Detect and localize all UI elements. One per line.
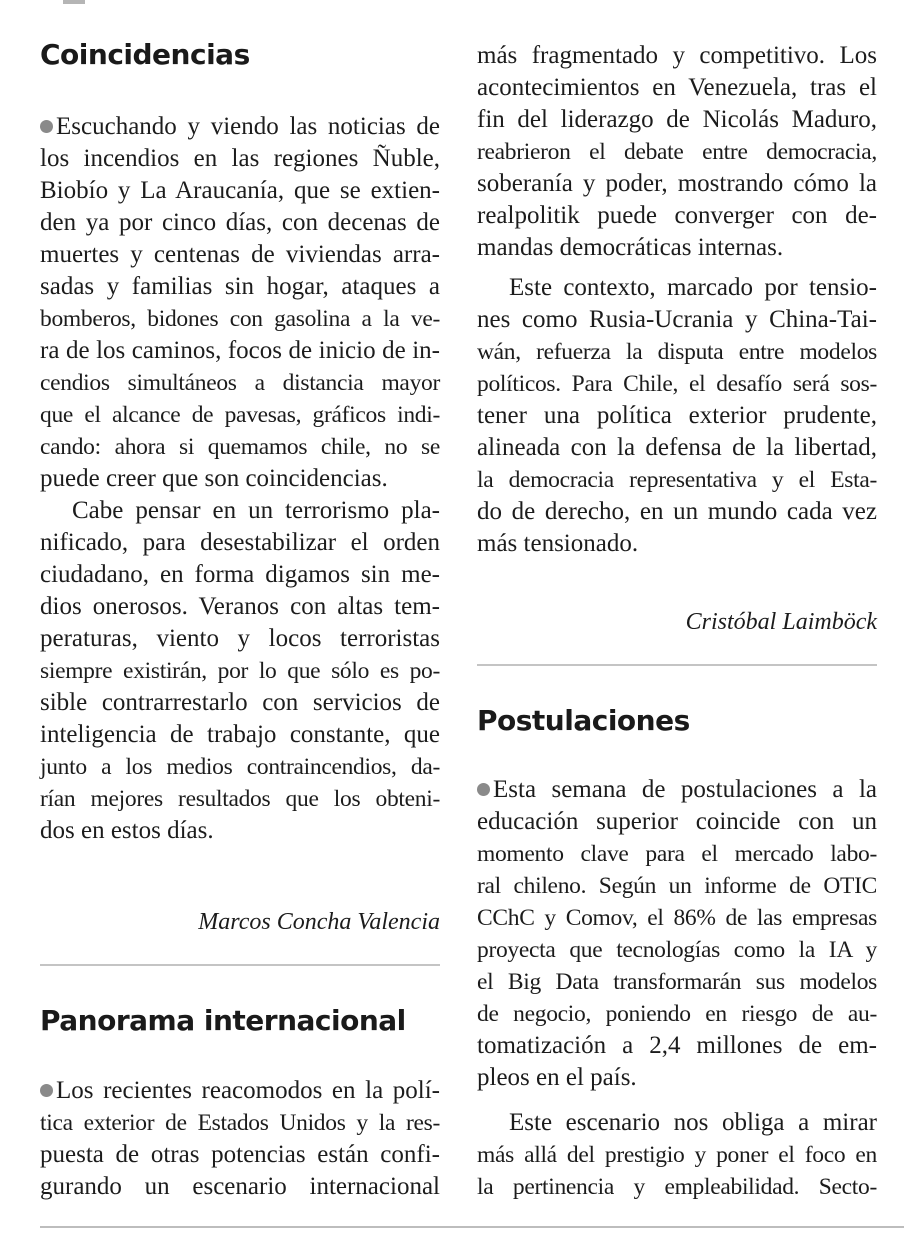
article-line: sadas y familias sin hogar, ataques a <box>40 273 440 300</box>
article-line: mandas democráticas internas. <box>477 234 784 261</box>
article-line: Cabe pensar en un terrorismo pla- <box>72 497 440 524</box>
author-signature: Cristóbal Laimböck <box>685 609 877 635</box>
article-line: ra de los caminos, focos de inicio de in- <box>40 337 440 364</box>
section-title-coincidencias: Coincidencias <box>40 38 250 71</box>
bullet-icon <box>40 120 53 133</box>
article-line: junto a los medios contraincendios, da- <box>40 754 440 780</box>
article-line: nes como Rusia-Ucrania y China-Tai- <box>477 306 877 333</box>
article-line: muertes y centenas de viviendas arra- <box>40 241 440 268</box>
page-bottom-rule <box>40 1226 904 1228</box>
article-line: puede creer que son coincidencias. <box>40 465 388 492</box>
article-line: den ya por cinco días, con decenas de <box>40 209 440 236</box>
section-title-panorama-internacional: Panorama internacional <box>40 1004 406 1037</box>
article-line: rían mejores resultados que los obteni- <box>40 786 440 812</box>
article-line: Esta semana de postulaciones a la <box>477 774 877 806</box>
article-line: wán, refuerza la disputa entre modelos <box>477 339 877 365</box>
bullet-icon <box>477 783 490 796</box>
article-line: peraturas, viento y locos terroristas <box>40 625 440 652</box>
article-line: el Big Data transformarán sus modelos <box>477 969 877 995</box>
article-line: más fragmentado y competitivo. Los <box>477 42 877 69</box>
article-line: CChC y Comov, el 86% de las empresas <box>477 905 877 931</box>
article-line: ciudadano, en forma digamos sin me- <box>40 561 440 588</box>
article-line: dios onerosos. Veranos con altas tem- <box>40 593 440 620</box>
article-line: reabrieron el debate entre democracia, <box>477 139 877 165</box>
section-divider <box>477 664 877 666</box>
article-line: soberanía y poder, mostrando cómo la <box>477 170 877 197</box>
section-title-postulaciones: Postulaciones <box>477 704 690 737</box>
article-line: más allá del prestigio y poner el foco en <box>477 1142 877 1168</box>
top-edge-mark <box>63 0 85 4</box>
article-line: realpolitik puede converger con de- <box>477 202 877 229</box>
article-line: momento clave para el mercado labo- <box>477 841 877 867</box>
article-line: nificado, para desestabilizar el orden <box>40 529 440 556</box>
article-line: de negocio, poniendo en riesgo de au- <box>477 1001 877 1027</box>
article-line: alineada con la defensa de la libertad, <box>477 434 877 461</box>
bullet-icon <box>40 1084 53 1097</box>
article-line: Este contexto, marcado por tensio- <box>509 274 877 301</box>
article-line: los incendios en las regiones Ñuble, <box>40 145 440 172</box>
article-line: la democracia representativa y el Esta- <box>477 467 877 493</box>
article-line: que el alcance de pavesas, gráficos indi- <box>40 402 440 428</box>
article-line: Los recientes reacomodos en la polí- <box>40 1075 440 1107</box>
author-signature: Marcos Concha Valencia <box>198 909 440 935</box>
article-line: tomatización a 2,4 millones de em- <box>477 1032 877 1059</box>
article-line: gurando un escenario internacional <box>40 1173 440 1200</box>
article-line: más tensionado. <box>477 530 639 557</box>
article-line: inteligencia de trabajo constante, que <box>40 721 440 748</box>
article-line: sible contrarrestarlo con servicios de <box>40 689 440 716</box>
article-line: pleos en el país. <box>477 1064 637 1091</box>
article-line: cando: ahora si quemamos chile, no se <box>40 434 440 460</box>
article-line: siempre existirán, por lo que sólo es po- <box>40 658 440 684</box>
article-line: Escuchando y viendo las noticias de <box>40 111 440 143</box>
article-line: la pertinencia y empleabilidad. Secto- <box>477 1174 877 1200</box>
article-line: dos en estos días. <box>40 817 214 844</box>
article-line: cendios simultáneos a distancia mayor <box>40 370 440 396</box>
article-line: educación superior coincide con un <box>477 808 877 835</box>
article-line: do de derecho, en un mundo cada vez <box>477 498 877 525</box>
article-line: Biobío y La Araucanía, que se extien- <box>40 177 440 204</box>
article-line: políticos. Para Chile, el desafío será sos- <box>477 371 877 397</box>
article-line: ral chileno. Según un informe de OTIC <box>477 873 877 899</box>
article-line: tener una política exterior prudente, <box>477 402 877 429</box>
article-line: bomberos, bidones con gasolina a la ve- <box>40 306 440 332</box>
article-line: puesta de otras potencias están confi- <box>40 1141 440 1168</box>
article-line: fin del liderazgo de Nicolás Maduro, <box>477 106 877 133</box>
section-divider <box>40 964 440 966</box>
article-line: tica exterior de Estados Unidos y la res- <box>40 1110 440 1136</box>
article-line: Este escenario nos obliga a mirar <box>509 1109 877 1136</box>
article-line: proyecta que tecnologías como la IA y <box>477 937 877 963</box>
article-line: acontecimientos en Venezuela, tras el <box>477 74 877 101</box>
